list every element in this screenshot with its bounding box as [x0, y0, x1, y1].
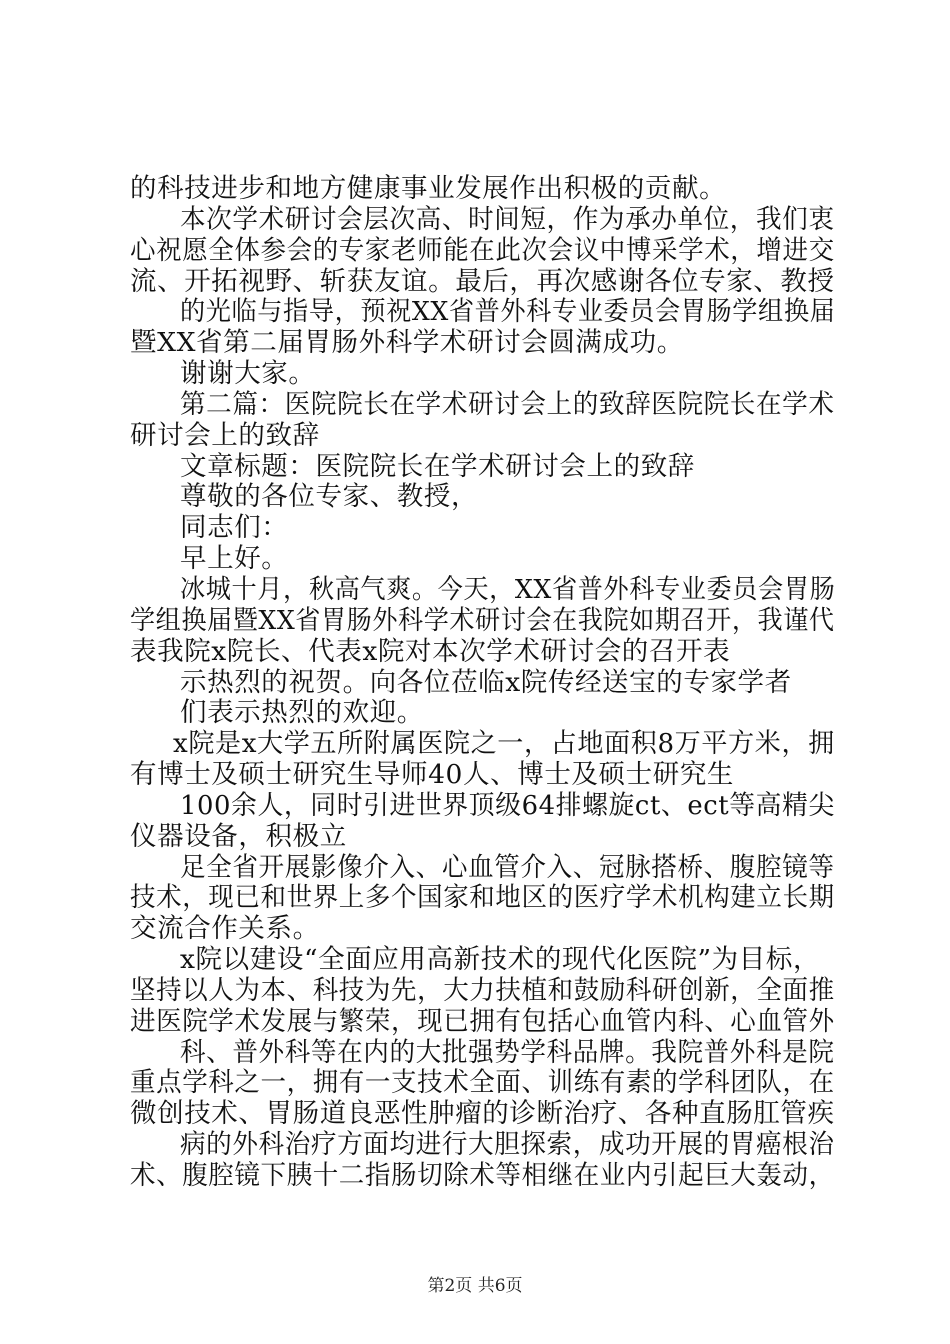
text-line: 本次学术研讨会层次高、时间短，作为承办单位，我们衷 [180, 204, 835, 235]
text-line: x院是x大学五所附属医院之一，占地面积8万平方米，拥 [173, 728, 835, 759]
text-line: 术、腹腔镜下胰十二指肠切除术等相继在业内引起巨大轰动， [130, 1160, 835, 1191]
text-line: 们表示热烈的欢迎。 [180, 697, 424, 728]
text-line: 文章标题：医院院长在学术研讨会上的致辞 [180, 451, 695, 482]
text-line: 同志们： [180, 512, 289, 543]
text-line: 的科技进步和地方健康事业发展作出积极的贡献。 [130, 173, 727, 204]
text-line: 重点学科之一，拥有一支技术全面、训练有素的学科团队，在 [130, 1067, 835, 1098]
text-line: 第二篇：医院院长在学术研讨会上的致辞医院院长在学术 [180, 389, 835, 420]
text-line: 仪器设备，积极立 [130, 821, 347, 852]
text-line: 有博士及硕士研究生导师40人、博士及硕士研究生 [130, 759, 735, 790]
text-line: 科、普外科等在内的大批强势学科品牌。我院普外科是院 [180, 1037, 835, 1068]
text-line: 研讨会上的致辞 [130, 420, 320, 451]
text-line: 流、开拓视野、斩获友谊。最后，再次感谢各位专家、教授 [130, 266, 835, 297]
text-line: 冰城十月，秋高气爽。今天，XX省普外科专业委员会胃肠 [180, 574, 836, 605]
text-line: 的光临与指导，预祝XX省普外科专业委员会胃肠学组换届 [180, 296, 836, 327]
text-line: 病的外科治疗方面均进行大胆探索，成功开展的胃癌根治 [180, 1129, 835, 1160]
text-line: 示热烈的祝贺。向各位莅临x院传经送宝的专家学者 [180, 667, 792, 698]
text-line: x院以建设“全面应用高新技术的现代化医院”为目标， [180, 944, 821, 975]
text-line: 坚持以人为本、科技为先，大力扶植和鼓励科研创新，全面推 [130, 975, 835, 1006]
text-line: 心祝愿全体参会的专家老师能在此次会议中博采学术，增进交 [130, 235, 835, 266]
text-line: 交流合作关系。 [130, 913, 320, 944]
page-number: 第2页 共6页 [427, 1276, 523, 1296]
text-line: 足全省开展影像介入、心血管介入、冠脉搭桥、腹腔镜等 [180, 852, 835, 883]
text-line: 尊敬的各位专家、教授， [180, 481, 479, 512]
text-line: 微创技术、胃肠道良恶性肿瘤的诊断治疗、各种直肠肛管疾 [130, 1098, 835, 1129]
text-line: 暨XX省第二届胃肠外科学术研讨会圆满成功。 [130, 327, 684, 358]
text-line: 100余人，同时引进世界顶级64排螺旋ct、ect等高精尖 [180, 790, 835, 821]
text-line: 表我院x院长、代表x院对本次学术研讨会的召开表 [130, 636, 731, 667]
page-footer [0, 1271, 950, 1296]
text-line: 进医院学术发展与繁荣，现已拥有包括心血管内科、心血管外 [130, 1006, 835, 1037]
text-line: 技术，现已和世界上多个国家和地区的医疗学术机构建立长期 [130, 882, 835, 913]
text-line: 早上好。 [180, 543, 289, 574]
text-line: 学组换届暨XX省胃肠外科学术研讨会在我院如期召开，我谨代 [130, 605, 835, 636]
text-line: 谢谢大家。 [180, 358, 316, 389]
